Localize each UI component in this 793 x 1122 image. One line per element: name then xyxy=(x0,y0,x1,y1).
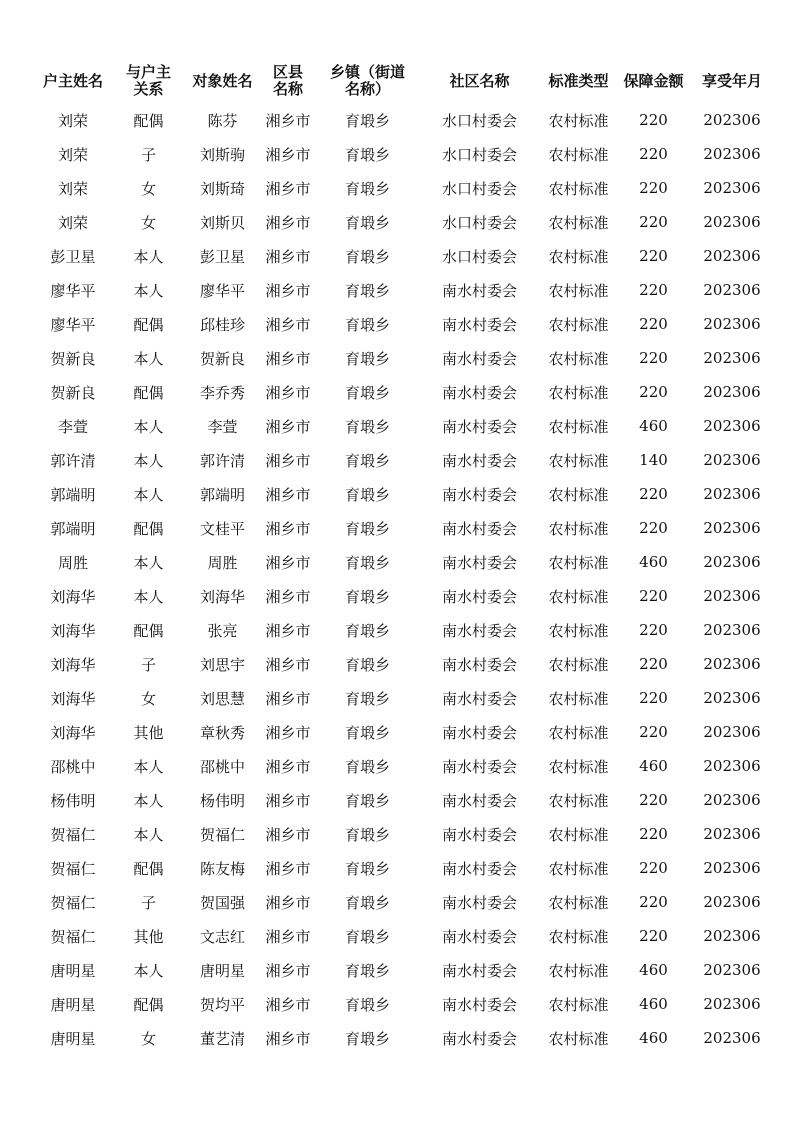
cell-household-head: 唐明星 xyxy=(50,961,96,980)
cell-household-head: 唐明星 xyxy=(50,995,96,1014)
cell-period: 202306 xyxy=(703,383,761,401)
table-row xyxy=(35,681,773,715)
cell-county: 湘乡市 xyxy=(265,893,311,912)
cell-township: 育塅乡 xyxy=(344,179,390,198)
table-row xyxy=(35,171,773,205)
cell-recipient-name: 刘斯驹 xyxy=(199,145,245,164)
cell-relation: 女 xyxy=(140,1029,156,1048)
cell-period: 202306 xyxy=(703,485,761,503)
cell-community: 南水村委会 xyxy=(441,587,517,606)
cell-standard-type: 农村标准 xyxy=(548,893,609,912)
cell-household-head: 贺新良 xyxy=(50,349,96,368)
cell-community: 水口村委会 xyxy=(441,179,517,198)
cell-standard-type: 农村标准 xyxy=(548,315,609,334)
cell-county: 湘乡市 xyxy=(265,247,311,266)
cell-amount: 460 xyxy=(639,961,668,979)
cell-recipient-name: 郭端明 xyxy=(199,485,245,504)
cell-amount: 220 xyxy=(639,213,668,231)
cell-recipient-name: 董艺清 xyxy=(199,1029,245,1048)
table-body xyxy=(35,103,773,1055)
cell-amount: 220 xyxy=(639,111,668,129)
cell-county: 湘乡市 xyxy=(265,417,311,436)
cell-recipient-name: 贺福仁 xyxy=(199,825,245,844)
cell-household-head: 刘荣 xyxy=(57,111,88,130)
cell-period: 202306 xyxy=(703,451,761,469)
cell-community: 水口村委会 xyxy=(441,111,517,130)
cell-relation: 配偶 xyxy=(133,859,164,878)
cell-county: 湘乡市 xyxy=(265,757,311,776)
cell-household-head: 刘海华 xyxy=(50,655,96,674)
cell-community: 南水村委会 xyxy=(441,927,517,946)
cell-township: 育塅乡 xyxy=(344,553,390,572)
cell-recipient-name: 刘思慧 xyxy=(199,689,245,708)
cell-relation: 子 xyxy=(140,893,156,912)
cell-amount: 220 xyxy=(639,621,668,639)
cell-county: 湘乡市 xyxy=(265,859,311,878)
cell-relation: 本人 xyxy=(133,791,164,810)
cell-relation: 子 xyxy=(140,655,156,674)
cell-township: 育塅乡 xyxy=(344,757,390,776)
cell-household-head: 邵桃中 xyxy=(50,757,96,776)
cell-relation: 本人 xyxy=(133,961,164,980)
cell-period: 202306 xyxy=(703,757,761,775)
header-county: 区县 名称 xyxy=(272,63,303,98)
cell-relation: 配偶 xyxy=(133,621,164,640)
cell-township: 育塅乡 xyxy=(344,417,390,436)
cell-amount: 460 xyxy=(639,553,668,571)
cell-amount: 220 xyxy=(639,485,668,503)
cell-county: 湘乡市 xyxy=(265,621,311,640)
cell-amount: 460 xyxy=(639,995,668,1013)
table-row xyxy=(35,817,773,851)
cell-recipient-name: 杨伟明 xyxy=(199,791,245,810)
table-row xyxy=(35,545,773,579)
cell-period: 202306 xyxy=(703,859,761,877)
cell-township: 育塅乡 xyxy=(344,723,390,742)
cell-period: 202306 xyxy=(703,349,761,367)
cell-community: 南水村委会 xyxy=(441,859,517,878)
cell-relation: 女 xyxy=(140,179,156,198)
cell-standard-type: 农村标准 xyxy=(548,961,609,980)
cell-period: 202306 xyxy=(703,893,761,911)
cell-township: 育塅乡 xyxy=(344,111,390,130)
table-row xyxy=(35,409,773,443)
cell-amount: 460 xyxy=(639,1029,668,1047)
cell-recipient-name: 李萱 xyxy=(207,417,238,436)
cell-standard-type: 农村标准 xyxy=(548,145,609,164)
cell-community: 南水村委会 xyxy=(441,315,517,334)
table-row xyxy=(35,647,773,681)
cell-relation: 本人 xyxy=(133,247,164,266)
cell-standard-type: 农村标准 xyxy=(548,553,609,572)
cell-recipient-name: 刘思宇 xyxy=(199,655,245,674)
cell-recipient-name: 邱桂珍 xyxy=(199,315,245,334)
cell-township: 育塅乡 xyxy=(344,995,390,1014)
header-relation: 与户主 关系 xyxy=(125,63,171,98)
cell-period: 202306 xyxy=(703,689,761,707)
cell-township: 育塅乡 xyxy=(344,961,390,980)
table-row xyxy=(35,205,773,239)
cell-period: 202306 xyxy=(703,655,761,673)
cell-county: 湘乡市 xyxy=(265,179,311,198)
cell-household-head: 郭许清 xyxy=(50,451,96,470)
cell-recipient-name: 章秋秀 xyxy=(199,723,245,742)
cell-community: 水口村委会 xyxy=(441,247,517,266)
cell-standard-type: 农村标准 xyxy=(548,995,609,1014)
cell-standard-type: 农村标准 xyxy=(548,485,609,504)
cell-recipient-name: 贺新良 xyxy=(199,349,245,368)
cell-recipient-name: 刘海华 xyxy=(199,587,245,606)
table-row xyxy=(35,443,773,477)
header-period: 享受年月 xyxy=(701,71,762,90)
cell-household-head: 贺福仁 xyxy=(50,893,96,912)
cell-household-head: 郭端明 xyxy=(50,485,96,504)
cell-period: 202306 xyxy=(703,281,761,299)
cell-household-head: 周胜 xyxy=(57,553,88,572)
cell-amount: 220 xyxy=(639,893,668,911)
table-row xyxy=(35,103,773,137)
cell-recipient-name: 文桂平 xyxy=(199,519,245,538)
table-row xyxy=(35,511,773,545)
cell-community: 南水村委会 xyxy=(441,485,517,504)
cell-household-head: 廖华平 xyxy=(50,315,96,334)
cell-community: 南水村委会 xyxy=(441,621,517,640)
cell-standard-type: 农村标准 xyxy=(548,723,609,742)
cell-township: 育塅乡 xyxy=(344,825,390,844)
table-row xyxy=(35,885,773,919)
header-amount: 保障金额 xyxy=(623,71,684,90)
cell-recipient-name: 陈芬 xyxy=(207,111,238,130)
header-recipient-name: 对象姓名 xyxy=(192,71,253,90)
cell-amount: 460 xyxy=(639,417,668,435)
cell-standard-type: 农村标准 xyxy=(548,927,609,946)
cell-amount: 220 xyxy=(639,145,668,163)
table-row xyxy=(35,783,773,817)
cell-township: 育塅乡 xyxy=(344,281,390,300)
cell-period: 202306 xyxy=(703,145,761,163)
cell-standard-type: 农村标准 xyxy=(548,757,609,776)
cell-period: 202306 xyxy=(703,247,761,265)
cell-amount: 220 xyxy=(639,383,668,401)
cell-period: 202306 xyxy=(703,519,761,537)
cell-standard-type: 农村标准 xyxy=(548,383,609,402)
cell-standard-type: 农村标准 xyxy=(548,1029,609,1048)
cell-county: 湘乡市 xyxy=(265,961,311,980)
cell-township: 育塅乡 xyxy=(344,1029,390,1048)
cell-community: 南水村委会 xyxy=(441,655,517,674)
cell-relation: 本人 xyxy=(133,825,164,844)
cell-county: 湘乡市 xyxy=(265,145,311,164)
cell-county: 湘乡市 xyxy=(265,825,311,844)
header-household-head: 户主姓名 xyxy=(42,71,103,90)
cell-standard-type: 农村标准 xyxy=(548,247,609,266)
cell-county: 湘乡市 xyxy=(265,281,311,300)
cell-standard-type: 农村标准 xyxy=(548,281,609,300)
cell-recipient-name: 贺国强 xyxy=(199,893,245,912)
cell-standard-type: 农村标准 xyxy=(548,859,609,878)
cell-community: 南水村委会 xyxy=(441,383,517,402)
cell-period: 202306 xyxy=(703,213,761,231)
cell-relation: 本人 xyxy=(133,349,164,368)
cell-recipient-name: 廖华平 xyxy=(199,281,245,300)
cell-community: 水口村委会 xyxy=(441,145,517,164)
cell-relation: 配偶 xyxy=(133,383,164,402)
cell-amount: 460 xyxy=(639,757,668,775)
cell-amount: 220 xyxy=(639,825,668,843)
cell-standard-type: 农村标准 xyxy=(548,213,609,232)
cell-relation: 配偶 xyxy=(133,995,164,1014)
cell-county: 湘乡市 xyxy=(265,927,311,946)
cell-recipient-name: 李乔秀 xyxy=(199,383,245,402)
table-row xyxy=(35,851,773,885)
cell-recipient-name: 周胜 xyxy=(207,553,238,572)
cell-amount: 220 xyxy=(639,927,668,945)
cell-county: 湘乡市 xyxy=(265,383,311,402)
cell-household-head: 唐明星 xyxy=(50,1029,96,1048)
cell-amount: 220 xyxy=(639,655,668,673)
cell-period: 202306 xyxy=(703,179,761,197)
cell-township: 育塅乡 xyxy=(344,927,390,946)
cell-relation: 配偶 xyxy=(133,315,164,334)
cell-period: 202306 xyxy=(703,111,761,129)
cell-township: 育塅乡 xyxy=(344,791,390,810)
cell-community: 南水村委会 xyxy=(441,995,517,1014)
cell-household-head: 彭卫星 xyxy=(50,247,96,266)
cell-relation: 子 xyxy=(140,145,156,164)
table-row xyxy=(35,273,773,307)
cell-period: 202306 xyxy=(703,825,761,843)
table-row xyxy=(35,375,773,409)
cell-amount: 220 xyxy=(639,689,668,707)
cell-township: 育塅乡 xyxy=(344,689,390,708)
cell-community: 南水村委会 xyxy=(441,281,517,300)
cell-period: 202306 xyxy=(703,791,761,809)
cell-relation: 女 xyxy=(140,689,156,708)
cell-amount: 220 xyxy=(639,315,668,333)
cell-community: 南水村委会 xyxy=(441,1029,517,1048)
cell-county: 湘乡市 xyxy=(265,315,311,334)
cell-county: 湘乡市 xyxy=(265,213,311,232)
cell-county: 湘乡市 xyxy=(265,553,311,572)
cell-relation: 本人 xyxy=(133,757,164,776)
cell-township: 育塅乡 xyxy=(344,247,390,266)
cell-standard-type: 农村标准 xyxy=(548,689,609,708)
cell-amount: 220 xyxy=(639,791,668,809)
cell-county: 湘乡市 xyxy=(265,111,311,130)
cell-township: 育塅乡 xyxy=(344,893,390,912)
cell-relation: 其他 xyxy=(133,927,164,946)
cell-township: 育塅乡 xyxy=(344,451,390,470)
cell-recipient-name: 陈友梅 xyxy=(199,859,245,878)
cell-county: 湘乡市 xyxy=(265,519,311,538)
cell-household-head: 刘海华 xyxy=(50,621,96,640)
cell-recipient-name: 刘斯贝 xyxy=(199,213,245,232)
cell-county: 湘乡市 xyxy=(265,485,311,504)
cell-recipient-name: 唐明星 xyxy=(199,961,245,980)
table-row xyxy=(35,613,773,647)
cell-recipient-name: 彭卫星 xyxy=(199,247,245,266)
cell-amount: 220 xyxy=(639,179,668,197)
cell-relation: 本人 xyxy=(133,281,164,300)
cell-amount: 220 xyxy=(639,281,668,299)
cell-township: 育塅乡 xyxy=(344,349,390,368)
table-row xyxy=(35,987,773,1021)
table-row xyxy=(35,953,773,987)
table-row xyxy=(35,477,773,511)
cell-community: 南水村委会 xyxy=(441,961,517,980)
cell-community: 南水村委会 xyxy=(441,689,517,708)
cell-standard-type: 农村标准 xyxy=(548,519,609,538)
cell-county: 湘乡市 xyxy=(265,655,311,674)
cell-household-head: 刘荣 xyxy=(57,145,88,164)
cell-household-head: 刘荣 xyxy=(57,179,88,198)
cell-household-head: 刘荣 xyxy=(57,213,88,232)
cell-recipient-name: 郭许清 xyxy=(199,451,245,470)
cell-township: 育塅乡 xyxy=(344,859,390,878)
beneficiary-table xyxy=(35,59,773,1055)
cell-relation: 本人 xyxy=(133,587,164,606)
cell-household-head: 贺福仁 xyxy=(50,927,96,946)
cell-period: 202306 xyxy=(703,315,761,333)
table-row xyxy=(35,919,773,953)
cell-household-head: 刘海华 xyxy=(50,723,96,742)
cell-standard-type: 农村标准 xyxy=(548,417,609,436)
cell-period: 202306 xyxy=(703,621,761,639)
cell-county: 湘乡市 xyxy=(265,995,311,1014)
cell-community: 南水村委会 xyxy=(441,757,517,776)
cell-county: 湘乡市 xyxy=(265,451,311,470)
cell-relation: 配偶 xyxy=(133,111,164,130)
table-row xyxy=(35,307,773,341)
cell-household-head: 刘海华 xyxy=(50,689,96,708)
cell-township: 育塅乡 xyxy=(344,315,390,334)
table-row xyxy=(35,749,773,783)
cell-amount: 220 xyxy=(639,587,668,605)
cell-township: 育塅乡 xyxy=(344,519,390,538)
cell-period: 202306 xyxy=(703,553,761,571)
cell-amount: 220 xyxy=(639,723,668,741)
cell-household-head: 李萱 xyxy=(57,417,88,436)
cell-community: 南水村委会 xyxy=(441,519,517,538)
cell-township: 育塅乡 xyxy=(344,213,390,232)
cell-relation: 本人 xyxy=(133,417,164,436)
table-row xyxy=(35,1021,773,1055)
table-row xyxy=(35,239,773,273)
cell-township: 育塅乡 xyxy=(344,621,390,640)
cell-relation: 本人 xyxy=(133,553,164,572)
cell-household-head: 刘海华 xyxy=(50,587,96,606)
table-header-row xyxy=(35,59,773,103)
cell-township: 育塅乡 xyxy=(344,145,390,164)
cell-household-head: 贺福仁 xyxy=(50,859,96,878)
cell-township: 育塅乡 xyxy=(344,383,390,402)
cell-county: 湘乡市 xyxy=(265,349,311,368)
cell-recipient-name: 刘斯琦 xyxy=(199,179,245,198)
cell-household-head: 杨伟明 xyxy=(50,791,96,810)
cell-recipient-name: 贺均平 xyxy=(199,995,245,1014)
cell-household-head: 郭端明 xyxy=(50,519,96,538)
table-row xyxy=(35,341,773,375)
cell-standard-type: 农村标准 xyxy=(548,349,609,368)
cell-amount: 220 xyxy=(639,859,668,877)
cell-period: 202306 xyxy=(703,961,761,979)
table-row xyxy=(35,579,773,613)
cell-community: 南水村委会 xyxy=(441,417,517,436)
cell-relation: 本人 xyxy=(133,451,164,470)
cell-community: 南水村委会 xyxy=(441,553,517,572)
cell-period: 202306 xyxy=(703,995,761,1013)
cell-community: 南水村委会 xyxy=(441,825,517,844)
cell-household-head: 贺新良 xyxy=(50,383,96,402)
cell-standard-type: 农村标准 xyxy=(548,451,609,470)
cell-relation: 本人 xyxy=(133,485,164,504)
cell-township: 育塅乡 xyxy=(344,587,390,606)
cell-community: 南水村委会 xyxy=(441,893,517,912)
cell-relation: 配偶 xyxy=(133,519,164,538)
cell-period: 202306 xyxy=(703,587,761,605)
cell-township: 育塅乡 xyxy=(344,485,390,504)
cell-standard-type: 农村标准 xyxy=(548,791,609,810)
header-township: 乡镇（街道 名称） xyxy=(329,63,405,98)
cell-relation: 女 xyxy=(140,213,156,232)
cell-community: 南水村委会 xyxy=(441,723,517,742)
cell-county: 湘乡市 xyxy=(265,587,311,606)
cell-standard-type: 农村标准 xyxy=(548,825,609,844)
cell-standard-type: 农村标准 xyxy=(548,621,609,640)
cell-period: 202306 xyxy=(703,927,761,945)
header-community: 社区名称 xyxy=(449,71,510,90)
cell-amount: 220 xyxy=(639,349,668,367)
table-row xyxy=(35,715,773,749)
cell-amount: 220 xyxy=(639,519,668,537)
cell-county: 湘乡市 xyxy=(265,1029,311,1048)
cell-standard-type: 农村标准 xyxy=(548,655,609,674)
cell-township: 育塅乡 xyxy=(344,655,390,674)
cell-community: 南水村委会 xyxy=(441,791,517,810)
cell-standard-type: 农村标准 xyxy=(548,179,609,198)
header-standard-type: 标准类型 xyxy=(548,71,609,90)
cell-county: 湘乡市 xyxy=(265,791,311,810)
cell-standard-type: 农村标准 xyxy=(548,587,609,606)
cell-community: 南水村委会 xyxy=(441,349,517,368)
cell-period: 202306 xyxy=(703,417,761,435)
cell-recipient-name: 邵桃中 xyxy=(199,757,245,776)
cell-standard-type: 农村标准 xyxy=(548,111,609,130)
cell-community: 水口村委会 xyxy=(441,213,517,232)
cell-recipient-name: 文志红 xyxy=(199,927,245,946)
cell-period: 202306 xyxy=(703,1029,761,1047)
cell-period: 202306 xyxy=(703,723,761,741)
cell-household-head: 廖华平 xyxy=(50,281,96,300)
table-row xyxy=(35,137,773,171)
cell-county: 湘乡市 xyxy=(265,689,311,708)
cell-amount: 220 xyxy=(639,247,668,265)
cell-household-head: 贺福仁 xyxy=(50,825,96,844)
cell-county: 湘乡市 xyxy=(265,723,311,742)
cell-relation: 其他 xyxy=(133,723,164,742)
cell-community: 南水村委会 xyxy=(441,451,517,470)
cell-amount: 140 xyxy=(639,451,668,469)
cell-recipient-name: 张亮 xyxy=(207,621,238,640)
